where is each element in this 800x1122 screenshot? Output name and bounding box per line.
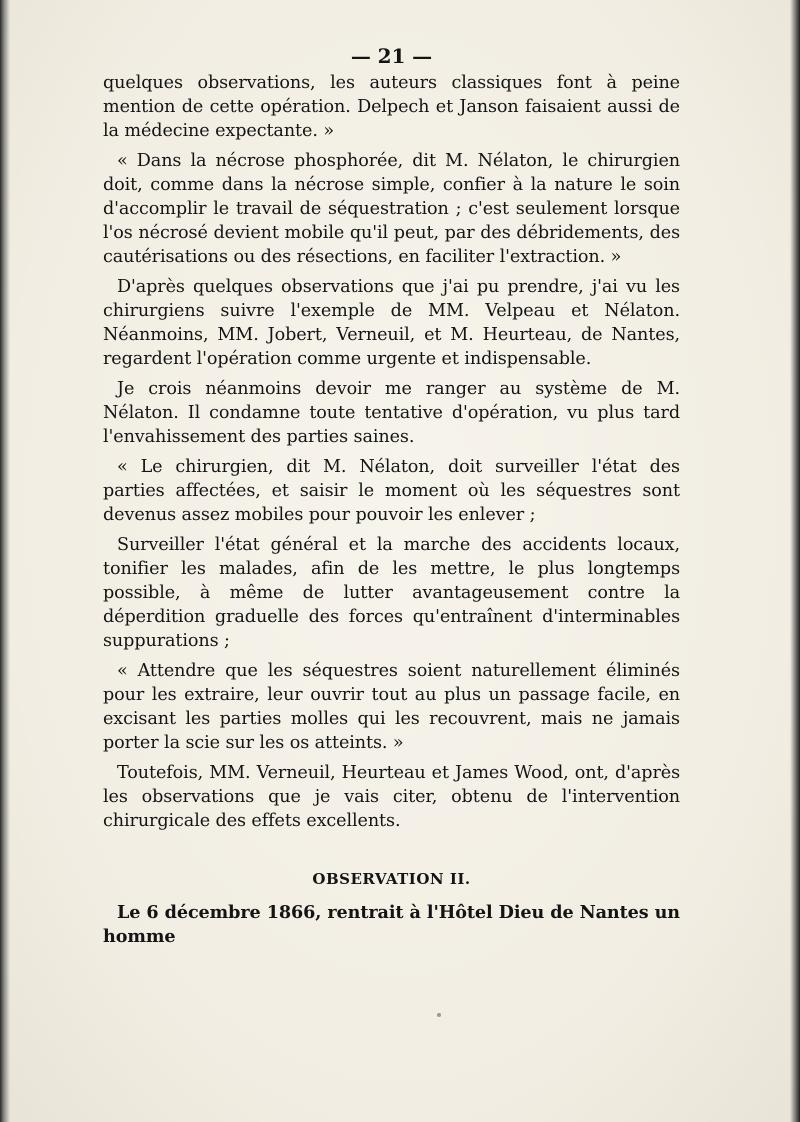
paragraph: « Attendre que les séquestres soient naturellement éliminés pour les extraire, leur ouvrir tout au plus un passage facile, en excisant les parties molles qui les recouvrent, mais ne jamais porter la scie sur les os atteints. » — [103, 661, 680, 753]
page-number: — 21 — — [350, 44, 433, 68]
right-page-edge — [790, 0, 800, 1122]
paragraph: Le 6 décembre 1866, rentrait à l'Hôtel Dieu de Nantes un homme — [103, 902, 680, 947]
paragraph: quelques observations, les auteurs classiques font à peine mention de cette opération. Delpech et Janson faisaient aussi de la médecine expectante. » — [103, 73, 680, 141]
left-page-edge — [0, 0, 10, 1122]
paper-speck — [437, 1013, 441, 1017]
page-text — [103, 44, 680, 955]
paragraph: « Dans la nécrose phosphorée, dit M. Nélaton, le chirurgien doit, comme dans la nécrose simple, confier à la nature le soin d'accomplir le travail de séquestration ; c'est seulement lorsque l'os nécrosé devient mobile qu'il peut, par des débridements, des cautérisations ou des résections, en faciliter l'extraction. » — [103, 151, 680, 267]
paragraph: « Le chirurgien, dit M. Nélaton, doit surveiller l'état des parties affectées, et saisir le moment où les séquestres sont devenus assez mobiles pour pouvoir les enlever ; — [103, 457, 680, 525]
paragraph: Je crois néanmoins devoir me ranger au système de M. Nélaton. Il condamne toute tentative d'opération, vu plus tard l'envahissement des parties saines. — [103, 379, 680, 447]
paragraph: D'après quelques observations que j'ai pu prendre, j'ai vu les chirurgiens suivre l'exemple de MM. Velpeau et Nélaton. Néanmoins, MM. Jobert, Verneuil, et M. Heurteau, de Nantes, regardent l'opération comme urgente et indispensable. — [103, 277, 680, 369]
section-heading: OBSERVATION II. — [312, 870, 471, 888]
paragraph: Surveiller l'état général et la marche des accidents locaux, tonifier les malades, afin de les mettre, le plus longtemps possible, à même de lutter avantageusement contre la déperdition graduelle des forces qu'entraînent d'interminables suppurations ; — [103, 535, 680, 651]
paragraph: Toutefois, MM. Verneuil, Heurteau et James Wood, ont, d'après les observations que je vais citer, obtenu de l'intervention chirurgicale des effets excellents. — [103, 763, 680, 831]
